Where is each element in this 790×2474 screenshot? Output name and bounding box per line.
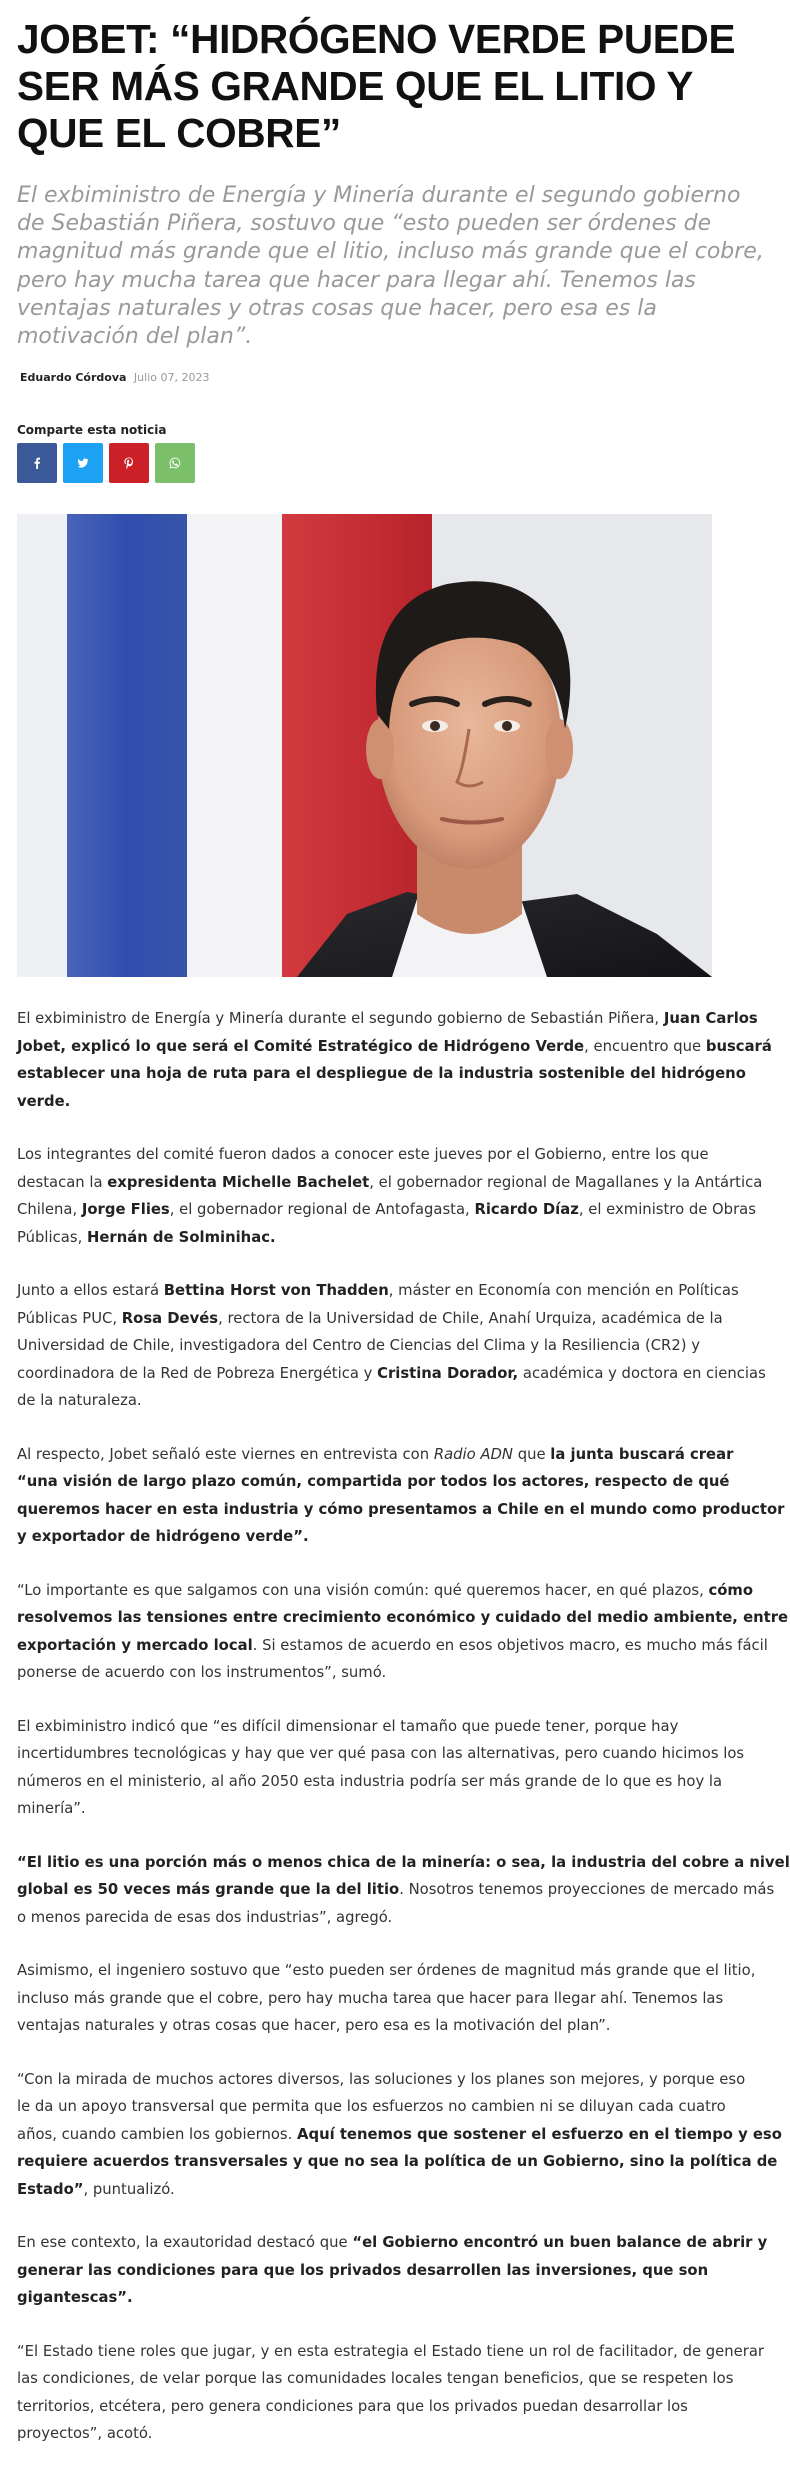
lead-line: magnitud más grande que el litio, incluso más grande que el cobre, xyxy=(17,239,764,265)
body-paragraph: “El Estado tiene roles que jugar, y en esta estrategia el Estado tiene un rol de facilitador, de generar las condiciones, de velar porque las comunidades locales tengan beneficios, que se respeten los territorios, etcétera, pero genera condiciones para que los privados puedan desarrollar los proyectos”, acotó. xyxy=(17,2342,764,2442)
body-paragraph: En ese contexto, la exautoridad destacó que “el Gobierno encontró un buen balance de abrir y generar las condiciones para que los privados desarrollen las inversiones, que son gigantescas”. xyxy=(17,2234,768,2306)
facebook-share-button[interactable] xyxy=(17,443,57,483)
lead-line: motivación del plan”. xyxy=(17,324,253,350)
lead-line: El exbiministro de Energía y Minería durante el segundo gobierno xyxy=(17,183,741,208)
article-photo xyxy=(17,514,712,977)
body-paragraph: “Lo importante es que salgamos con una visión común: qué queremos hacer, en qué plazos, cómo resolvemos las tensiones entre crecimiento económico y cuidado del medio ambiente, entre exportación y mercado local. Si estamos de acuerdo en esos objetivos macro, es mucho más fácil ponerse de acuerdo con los instrumentos”, sumó. xyxy=(17,1581,789,1681)
body-paragraph: El exbiministro indicó que “es difícil dimensionar el tamaño que puede tener, porque hay incertidumbres tecnológicas y hay que ver qué pasa con las alternativas, pero cuando hicimos los números en el ministerio, al año 2050 esta industria podría ser más grande de lo que es hoy la minería”. xyxy=(17,1717,745,1817)
portrait-photo xyxy=(17,514,712,977)
pinterest-icon xyxy=(123,457,135,469)
body-paragraph: “El litio es una porción más o menos chica de la minería: o sea, la industria del cobre a nivel global es 50 veces más grande que la del litio. Nosotros tenemos proyecciones de mercado más o menos parecida de esas dos industrias”, agregó. xyxy=(17,1853,790,1926)
article-headline xyxy=(17,16,736,157)
whatsapp-share-button[interactable] xyxy=(155,443,195,483)
article-meta xyxy=(17,371,209,384)
lead-line: ventajas naturales y otras cosas que hacer, pero esa es la xyxy=(17,295,657,321)
body-paragraph: “Con la mirada de muchos actores diversos, las soluciones y los planes son mejores, y porque eso le da un apoyo transversal que permita que los esfuerzos no cambien ni se diluyan cada cuatro años, cuando cambien los gobiernos. Aquí tenemos que sostener el esfuerzo en el tiempo y eso requiere acuerdos transversales y que no sea la política de un Gobierno, sino la política de Estado”, puntualizó. xyxy=(17,2070,782,2198)
twitter-icon xyxy=(77,457,89,469)
headline-line: SER MÁS GRANDE QUE EL LITIO Y xyxy=(17,63,694,109)
twitter-share-button[interactable] xyxy=(63,443,103,483)
article-body xyxy=(17,1005,790,2474)
pinterest-share-button[interactable] xyxy=(109,443,149,483)
share-label: Comparte esta noticia xyxy=(17,423,167,437)
publish-date: Julio 07, 2023 xyxy=(133,371,210,384)
body-paragraph: Los integrantes del comité fueron dados a conocer este jueves por el Gobierno, entre los que destacan la expresidenta Michelle Bachelet, el gobernador regional de Magallanes y la Antártica Chilena, Jorge Flies, el gobernador regional de Antofagasta, Ricardo Díaz, el exministro de Obras Públicas, Hernán de Solminihac. xyxy=(17,1146,763,1246)
headline-line: JOBET: “HIDRÓGENO VERDE PUEDE xyxy=(17,16,736,62)
article-lead xyxy=(17,182,764,351)
body-paragraph: El exbiministro de Energía y Minería durante el segundo gobierno de Sebastián Piñera, Juan Carlos Jobet, explicó lo que será el Comité Estratégico de Hidrógeno Verde, encuentro que buscará establecer una hoja de ruta para el despliegue de la industria sostenible del hidrógeno verde. xyxy=(17,1010,772,1110)
body-paragraph: Asimismo, el ingeniero sostuvo que “esto pueden ser órdenes de magnitud más grande que el litio, incluso más grande que el cobre, pero hay mucha tarea que hacer para llegar ahí. Tenemos las ventajas naturales y otras cosas que hacer, pero esa es la motivación del plan”. xyxy=(17,1962,756,2034)
lead-line: pero hay mucha tarea que hacer para llegar ahí. Tenemos las xyxy=(17,267,696,293)
facebook-icon xyxy=(31,457,43,469)
whatsapp-icon xyxy=(169,457,181,469)
headline-line: QUE EL COBRE” xyxy=(17,110,341,156)
body-paragraph: Junto a ellos estará Bettina Horst von Thadden, máster en Economía con mención en Políticas Públicas PUC, Rosa Devés, rectora de la Universidad de Chile, Anahí Urquiza, académica de la Universidad de Chile, investigadora del Centro de Ciencias del Clima y la Resiliencia (CR2) y coordinadora de la Red de Pobreza Energética y Cristina Dorador, académica y doctora en ciencias de la naturaleza. xyxy=(17,1282,766,1409)
body-paragraph: Al respecto, Jobet señaló este viernes en entrevista con Radio ADN que la junta buscará crear “una visión de largo plazo común, compartida por todos los actores, respecto de qué queremos hacer en esta industria y cómo presentamos a Chile en el mundo como productor y exportador de hidrógeno verde”. xyxy=(17,1445,785,1545)
author-name[interactable]: Eduardo Córdova xyxy=(20,371,127,384)
lead-line: de Sebastián Piñera, sostuvo que “esto pueden ser órdenes de xyxy=(17,211,712,237)
